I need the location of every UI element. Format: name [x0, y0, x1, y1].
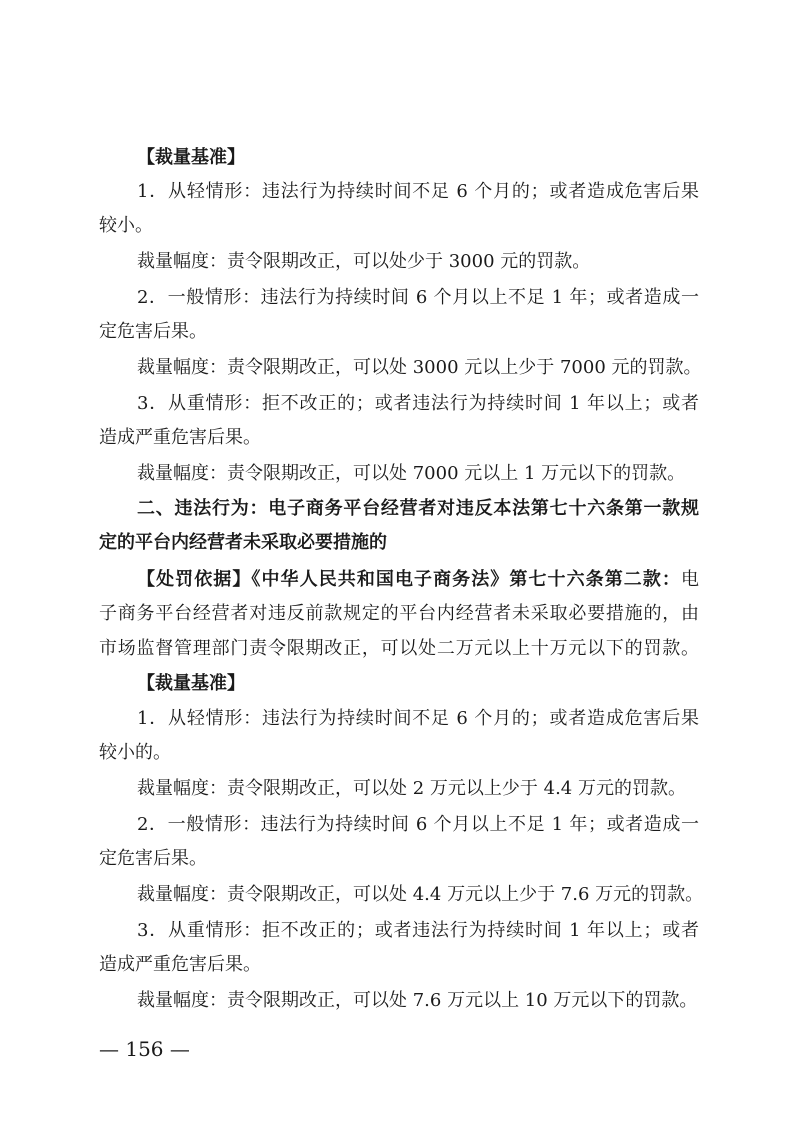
lenient-case-paragraph: 1．从轻情形：违法行为持续时间不足 6 个月的；或者造成危害后果: [137, 181, 699, 202]
penalty-basis-text-end: 市场监督管理部门责令限期改正，可以处二万元以上十万元以下的罚款。: [99, 638, 699, 659]
severe-penalty-range: 裁量幅度：责令限期改正，可以处 7000 元以上 1 万元以下的罚款。: [137, 463, 686, 484]
violation-title-continued: 定的平台内经营者未采取必要措施的: [99, 532, 387, 553]
lenient-case-paragraph-2-continued: 较小的。: [99, 742, 171, 763]
lenient-case-paragraph-2: 1．从轻情形：违法行为持续时间不足 6 个月的；或者造成危害后果: [137, 708, 699, 729]
discretion-standard-heading-2: 【裁量基准】: [137, 673, 245, 694]
penalty-basis-text-start: 电: [681, 569, 699, 590]
general-case-paragraph-2: 2．一般情形：违法行为持续时间 6 个月以上不足 1 年；或者造成一: [137, 814, 699, 835]
general-penalty-range-2: 裁量幅度：责令限期改正，可以处 4.4 万元以上少于 7.6 万元的罚款。: [137, 884, 704, 905]
lenient-penalty-range-2: 裁量幅度：责令限期改正，可以处 2 万元以上少于 4.4 万元的罚款。: [137, 778, 686, 799]
severe-case-paragraph-continued: 造成严重危害后果。: [99, 427, 261, 448]
severe-penalty-range-2: 裁量幅度：责令限期改正，可以处 7.6 万元以上 10 万元以下的罚款。: [137, 990, 698, 1011]
general-case-paragraph-2-continued: 定危害后果。: [99, 848, 207, 869]
lenient-case-paragraph-continued: 较小。: [99, 215, 153, 236]
lenient-penalty-range: 裁量幅度：责令限期改正，可以处少于 3000 元的罚款。: [137, 251, 591, 272]
general-penalty-range: 裁量幅度：责令限期改正，可以处 3000 元以上少于 7000 元的罚款。: [137, 357, 702, 378]
severe-case-paragraph-2: 3．从重情形：拒不改正的；或者违法行为持续时间 1 年以上；或者: [137, 920, 699, 941]
severe-case-paragraph: 3．从重情形：拒不改正的；或者违法行为持续时间 1 年以上；或者: [137, 393, 699, 414]
penalty-basis-label: 【处罚依据】《中华人民共和国电子商务法》第七十六条第二款：: [137, 569, 681, 590]
severe-case-paragraph-2-continued: 造成严重危害后果。: [99, 954, 261, 975]
violation-title: 二、违法行为：电子商务平台经营者对违反本法第七十六条第一款规: [137, 498, 699, 519]
general-case-paragraph-continued: 定危害后果。: [99, 321, 207, 342]
penalty-basis-text: 子商务平台经营者对违反前款规定的平台内经营者未采取必要措施的，由: [99, 603, 699, 624]
penalty-basis-paragraph: [137, 568, 699, 592]
discretion-standard-heading: 【裁量基准】: [137, 147, 245, 168]
general-case-paragraph: 2．一般情形：违法行为持续时间 6 个月以上不足 1 年；或者造成一: [137, 287, 699, 308]
page-number: — 156 —: [99, 1037, 190, 1061]
